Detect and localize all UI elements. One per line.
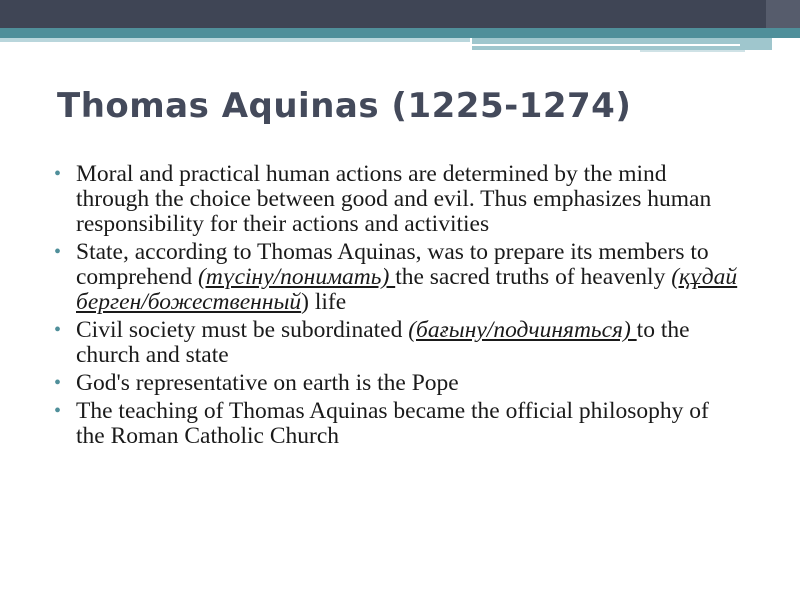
bullet-list (52, 162, 742, 452)
bullet-icon: • (54, 319, 62, 341)
bullet-text: Civil society must be subordinated (76, 317, 409, 343)
header-line (472, 44, 740, 46)
translation-gloss: (бағыну/подчиняться) (408, 317, 637, 343)
bullet-item (52, 162, 742, 237)
bullet-text: State, according to Thomas Aquinas, was to prepare its members to comprehend (76, 239, 709, 290)
bullet-item (52, 240, 742, 315)
bullet-item (52, 399, 742, 449)
translation-gloss: (құдай берген/божественный (76, 264, 738, 315)
header-line (0, 38, 470, 42)
header-band-accent (766, 0, 800, 28)
bullet-item (52, 371, 742, 396)
bullet-icon: • (54, 163, 62, 185)
bullet-item (52, 318, 742, 368)
bullet-text: Moral and practical human actions are determined by the mind through the choice between good and evil. Thus emphasizes human responsibility for their actions and activities (76, 161, 712, 237)
translation-gloss: (түсіну/понимать) (198, 264, 396, 290)
header-band-dark (0, 0, 800, 28)
bullet-icon: • (54, 241, 62, 263)
bullet-icon: • (54, 400, 62, 422)
bullet-text: to the church and state (76, 317, 690, 368)
header-line (640, 50, 745, 52)
header-band-teal (0, 28, 800, 38)
bullet-text: the sacred truths of heavenly (395, 264, 672, 290)
bullet-text: ) life (301, 289, 347, 315)
bullet-text: The teaching of Thomas Aquinas became the official philosophy of the Roman Catholic Church (76, 398, 709, 449)
slide-title: Thomas Aquinas (1225-1274) (57, 86, 632, 126)
bullet-text: God's representative on earth is the Pope (76, 370, 459, 396)
bullet-icon: • (54, 372, 62, 394)
